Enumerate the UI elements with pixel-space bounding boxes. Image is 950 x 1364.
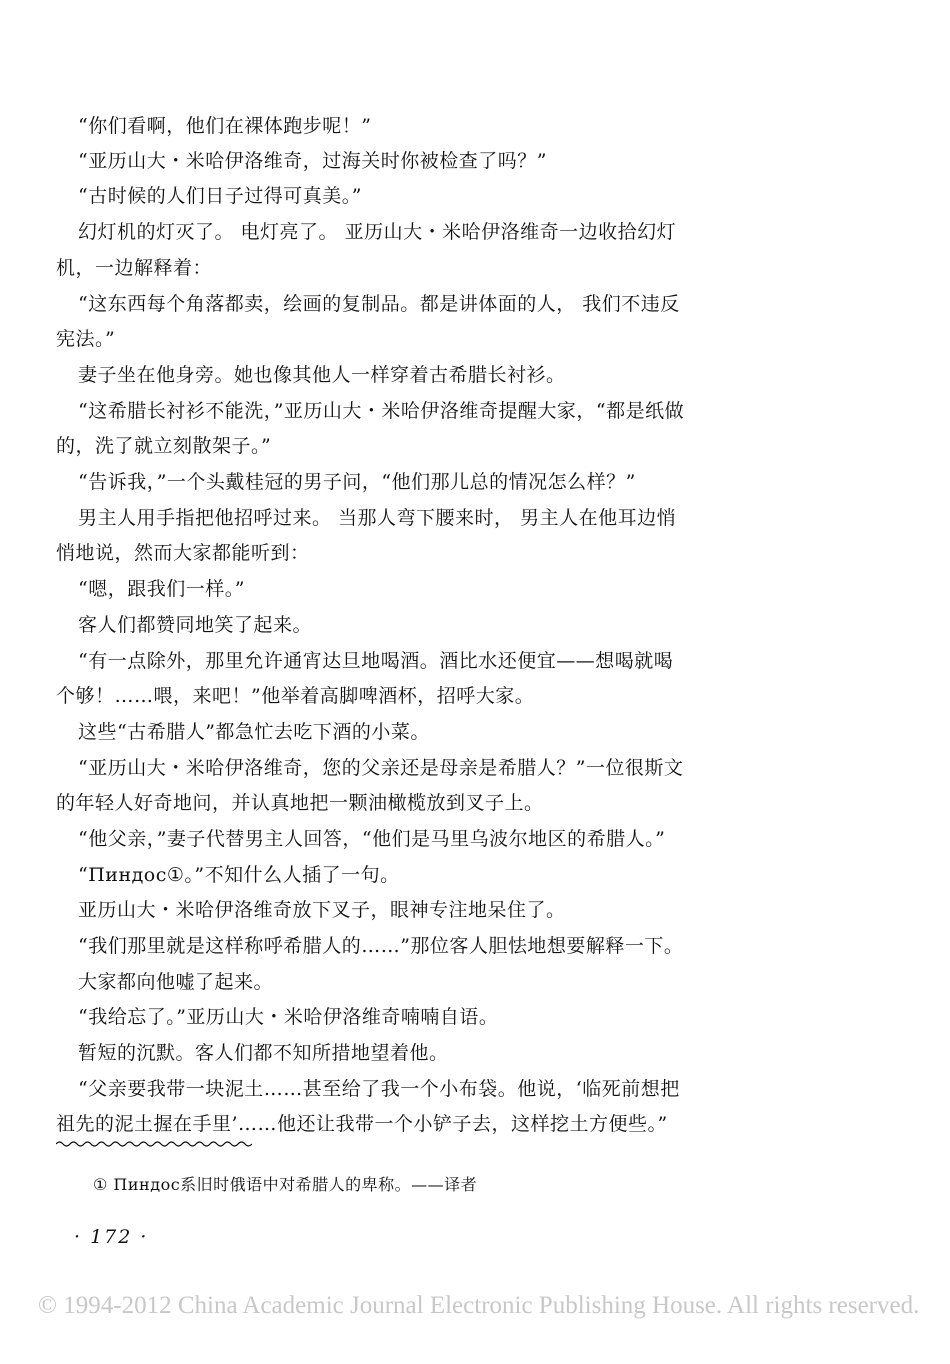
copyright-watermark: © 1994-2012 China Academic Journal Electronic Publishing House. All rights reserved.: [38, 1292, 920, 1319]
text-line: “这希腊长衬衫不能洗，”亚历山大・米哈伊洛维奇提醒大家，“都是纸做: [78, 400, 685, 422]
text-line: “他父亲，”妻子代替男主人回答，“他们是马里乌波尔地区的希腊人。”: [78, 828, 666, 850]
text-line: 这些“古希腊人”都急忙去吃下酒的小菜。: [78, 721, 430, 743]
text-line: 宪法。”: [56, 328, 116, 350]
text-line: “你们看啊，他们在裸体跑步呢！”: [78, 115, 372, 137]
text-line: 的，洗了就立刻散架子。”: [56, 435, 272, 457]
wavy-underline: [56, 1140, 252, 1148]
text-line: 祖先的泥土握在手里’……他还让我带一个小铲子去，这样挖土方便些。”: [56, 1113, 668, 1135]
text-line: 亚历山大・米哈伊洛维奇放下叉子，眼神专注地呆住了。: [78, 899, 566, 921]
text-line: 客人们都赞同地笑了起来。: [78, 614, 313, 636]
text-line: 大家都向他嘘了起来。: [78, 971, 274, 993]
text-line: “这东西每个角落都卖，绘画的复制品。都是讲体面的人， 我们不违反: [78, 293, 680, 315]
text-line: 妻子坐在他身旁。她也像其他人一样穿着古希腊长衬衫。: [78, 364, 566, 386]
text-line: “我给忘了。”亚历山大・米哈伊洛维奇喃喃自语。: [78, 1006, 499, 1028]
text-line: “亚历山大・米哈伊洛维奇，您的父亲还是母亲是希腊人？”一位很斯文: [78, 757, 684, 779]
text-line: 机，一边解释着：: [56, 257, 213, 279]
text-line: “嗯，跟我们一样。”: [78, 578, 245, 600]
text-line: “告诉我，”一个头戴桂冠的男子问，“他们那儿总的情况怎么样？”: [78, 471, 636, 493]
text-line: 男主人用手指把他招呼过来。 当那人弯下腰来时， 男主人在他耳边悄: [78, 507, 677, 529]
text-line: “有一点除外，那里允许通宵达旦地喝酒。酒比水还便宜——想喝就喝: [78, 650, 674, 672]
text-line: “父亲要我带一块泥土……甚至给了我一个小布袋。他说，‘临死前想把: [78, 1078, 680, 1100]
text-line: 幻灯机的灯灭了。 电灯亮了。 亚历山大・米哈伊洛维奇一边收拾幻灯: [78, 221, 677, 243]
text-line: “古时候的人们日子过得可真美。”: [78, 185, 362, 207]
footnote: ① Пиндос系旧时俄语中对希腊人的卑称。——译者: [93, 1175, 478, 1194]
text-line: 悄地说，然而大家都能听到：: [56, 542, 310, 564]
text-line: “亚历山大・米哈伊洛维奇，过海关时你被检查了吗？”: [78, 150, 547, 172]
text-line: “Пиндос①。”不知什么人插了一句。: [78, 864, 400, 886]
text-line: 个够！……喂，来吧！”他举着高脚啤酒杯，招呼大家。: [56, 685, 535, 707]
text-line: 的年轻人好奇地问，并认真地把一颗油橄榄放到叉子上。: [56, 792, 544, 814]
text-line: 暂短的沉默。客人们都不知所措地望着他。: [78, 1042, 449, 1064]
page-number: · 172 ·: [74, 1226, 149, 1248]
text-line: “我们那里就是这样称呼希腊人的……”那位客人胆怯地想要解释一下。: [78, 935, 684, 957]
